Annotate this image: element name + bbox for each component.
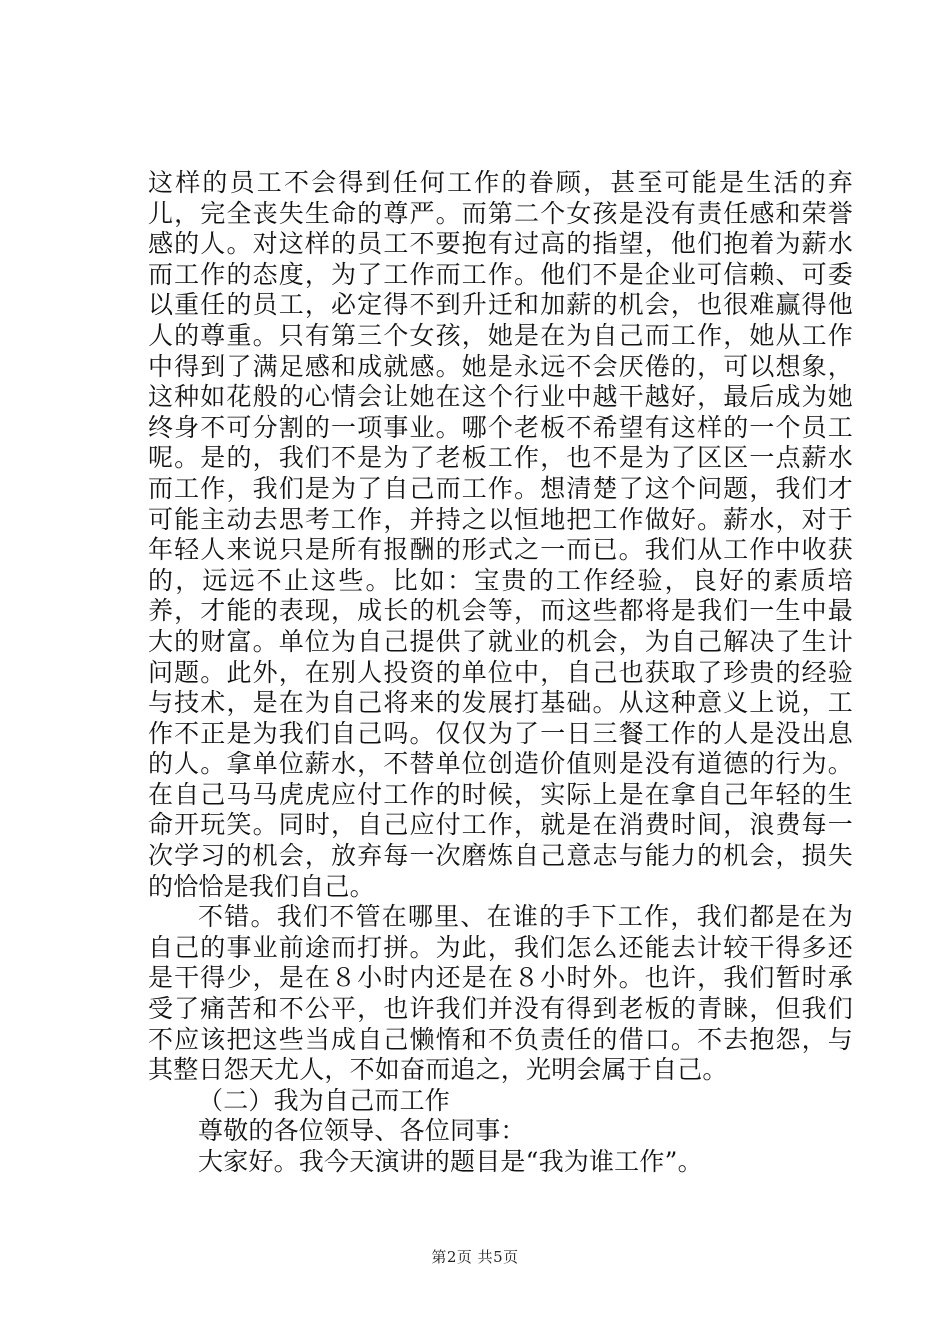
- body-paragraph-2: 不错。我们不管在哪里、在谁的手下工作，我们都是在为自己的事业前途而打拼。为此，我们怎么还能去计较干得多还是干得少，是在８小时内还是在８小时外。也许，我们暂时承受了痛苦和不公平，也许我们并没有得到老板的青睐，但我们不应该把这些当成自己懒惰和不负责任的借口。不去抱怨，与其整日怨天尤人，不如奋而追之，光明会属于自己。: [148, 902, 853, 1085]
- speech-opening: 大家好。我今天演讲的题目是“我为谁工作”。: [198, 1147, 703, 1176]
- page-footer: [0, 1246, 950, 1267]
- salutation: 尊敬的各位领导、各位同事：: [198, 1116, 526, 1146]
- document-body: [148, 168, 853, 1178]
- page-number-label: 第2页 共5页: [431, 1248, 519, 1266]
- body-paragraph-1: 这样的员工不会得到任何工作的眷顾，甚至可能是生活的弃儿，完全丧失生命的尊严。而第二个女孩是没有责任感和荣誉感的人。对这样的员工不要抱有过高的指望，他们抱着为薪水而工作的态度，为了工作而工作。他们不是企业可信赖、可委以重任的员工，必定得不到升迁和加薪的机会，也很难赢得他人的尊重。只有第三个女孩，她是在为自己而工作，她从工作中得到了满足感和成就感。她是永远不会厌倦的，可以想象，这种如花般的心情会让她在这个行业中越干越好，最后成为她终身不可分割的一项事业。哪个老板不希望有这样的一个员工呢。是的，我们不是为了老板工作，也不是为了区区一点薪水而工作，我们是为了自己而工作。想清楚了这个问题，我们才可能主动去思考工作，并持之以恒地把工作做好。薪水，对于年轻人来说只是所有报酬的形式之一而已。我们从工作中收获的，远远不止这些。比如：宝贵的工作经验，良好的素质培养，才能的表现，成长的机会等，而这些都将是我们一生中最大的财富。单位为自己提供了就业的机会，为自己解决了生计问题。此外，在别人投资的单位中，自己也获取了珍贵的经验与技术，是在为自己将来的发展打基础。从这种意义上说，工作不正是为我们自己吗。仅仅为了一日三餐工作的人是没出息的人。拿单位薪水，不替单位创造价值则是没有道德的行为。在自己马马虎虎应付工作的时候，实际上是在拿自己年轻的生命开玩笑。同时，自己应付工作，就是在消费时间，浪费每一次学习的机会，放弃每一次磨炼自己意志与能力的机会，损失的恰恰是我们自己。: [148, 168, 853, 901]
- section-heading: （二）我为自己而工作: [198, 1085, 451, 1115]
